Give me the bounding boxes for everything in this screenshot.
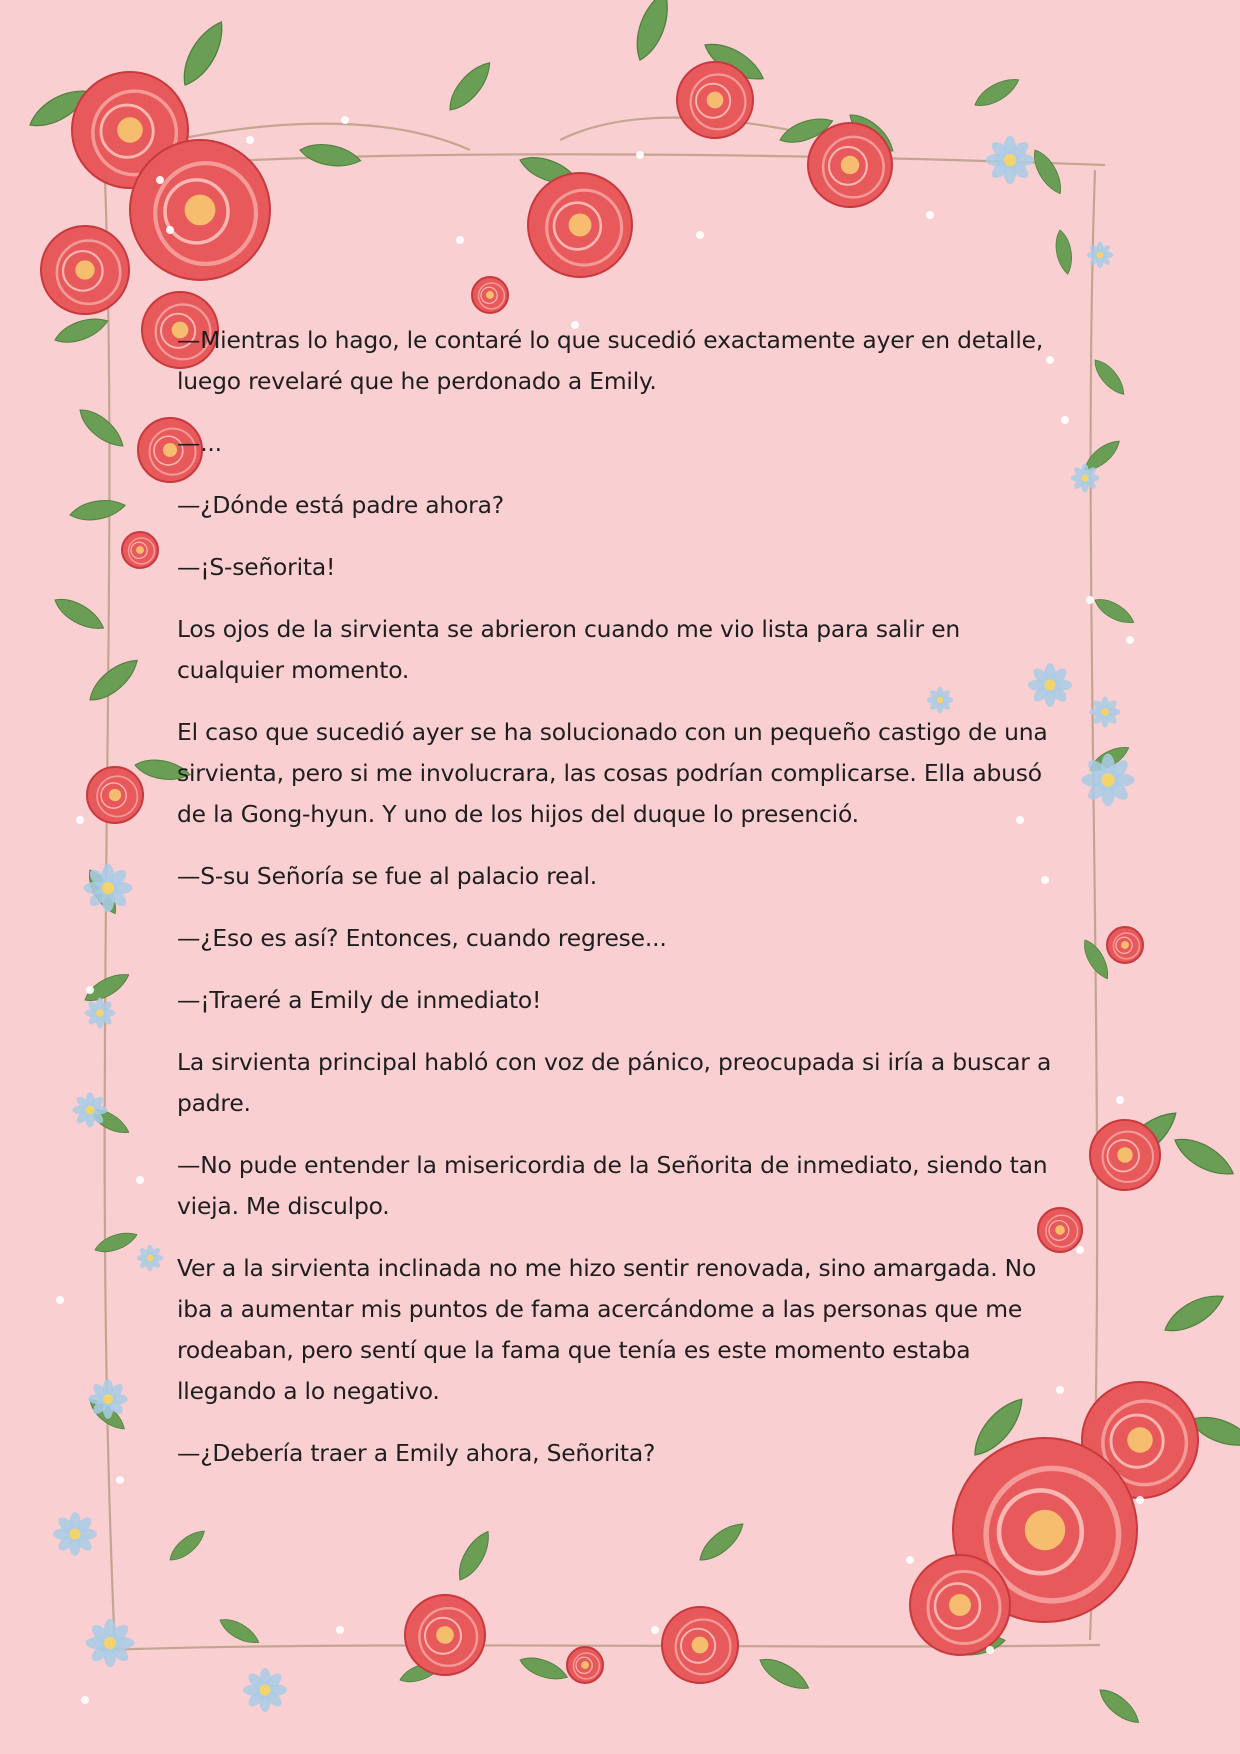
paragraph: —No pude entender la misericordia de la Señorita de inmediato, siendo tan vieja. Me disculpo.	[177, 1151, 1048, 1220]
sparkle-dot	[136, 1176, 144, 1184]
leaf	[442, 56, 497, 116]
daisy-flower	[86, 1619, 134, 1667]
sparkle-dot	[651, 1626, 659, 1634]
sparkle-dot	[336, 1626, 344, 1634]
rose-flower	[122, 532, 158, 568]
leaf	[452, 1527, 496, 1584]
daisy-flower	[85, 998, 116, 1029]
leaf	[1053, 229, 1075, 276]
leaf	[1028, 146, 1067, 198]
sparkle-dot	[636, 151, 644, 159]
sparkle-dot	[76, 816, 84, 824]
sparkle-dot	[926, 211, 934, 219]
leaf	[165, 1526, 209, 1566]
daisy-flower	[88, 1379, 128, 1419]
daisy-flower	[84, 864, 132, 912]
rose-flower	[567, 1647, 603, 1683]
rose-flower	[87, 767, 143, 823]
leaf	[93, 1228, 140, 1257]
leaf	[298, 140, 362, 170]
paragraph: —Mientras lo hago, le contaré lo que sucedió exactamente ayer en detalle, luego revelaré que he perdonado a Emily.	[177, 326, 1044, 395]
rose-flower	[528, 173, 632, 277]
daisy-flower	[1071, 464, 1100, 493]
daisy-flower	[1090, 697, 1121, 728]
leaf	[756, 1652, 813, 1696]
sparkle-dot	[86, 986, 94, 994]
daisy-flower	[53, 1512, 97, 1556]
leaf	[1089, 355, 1129, 399]
daisy-flower	[1082, 754, 1135, 807]
sparkle-dot	[341, 116, 349, 124]
vine-stem	[105, 180, 115, 1650]
leaf	[1170, 1131, 1239, 1183]
sparkle-dot	[1076, 1246, 1084, 1254]
paragraph: —¡Traeré a Emily de inmediato!	[177, 986, 542, 1014]
leaf	[694, 1517, 748, 1567]
paragraph: La sirvienta principal habló con voz de pánico, preocupada si iría a buscar a padre.	[177, 1048, 1052, 1117]
sparkle-dot	[1126, 636, 1134, 644]
leaf	[1091, 594, 1137, 629]
leaf	[1095, 1684, 1144, 1729]
daisy-flower	[986, 136, 1034, 184]
sparkle-dot	[1086, 596, 1094, 604]
sparkle-dot	[156, 176, 164, 184]
sparkle-dot	[1136, 1496, 1144, 1504]
vine-stem	[110, 154, 1105, 170]
rose-flower	[405, 1595, 485, 1675]
rose-flower	[808, 123, 892, 207]
rose-flower	[41, 226, 129, 314]
paragraph: Los ojos de la sirvienta se abrieron cuando me vio lista para salir en cualquier momento.	[177, 615, 961, 684]
sparkle-dot	[56, 1296, 64, 1304]
paragraph: —S-su Señoría se fue al palacio real.	[177, 862, 598, 890]
paragraph: —¡S-señorita!	[177, 553, 336, 581]
rose-flower	[130, 140, 270, 280]
leaf	[52, 312, 111, 348]
paragraph: El caso que sucedió ayer se ha solucionado con un pequeño castigo de una sirvienta, pero si me involucrara, las cosas podrían complicarse. Ella abusó de la Gong-hyun. Y uno de los hijos del duque lo presenció.	[177, 718, 1048, 828]
paragraph: —¿Dónde está padre ahora?	[177, 491, 504, 519]
sparkle-dot	[456, 236, 464, 244]
leaf	[84, 653, 144, 708]
daisy-flower	[243, 1668, 287, 1712]
sparkle-dot	[1116, 1096, 1124, 1104]
sparkle-dot	[986, 1646, 994, 1654]
paragraph: —¿Debería traer a Emily ahora, Señorita?	[177, 1439, 656, 1467]
rose-flower	[662, 1607, 738, 1683]
daisy-flower	[137, 1245, 163, 1271]
sparkle-dot	[696, 231, 704, 239]
sparkle-dot	[166, 226, 174, 234]
rose-flower	[1090, 1120, 1160, 1190]
leaf	[74, 403, 128, 453]
leaf	[68, 496, 126, 523]
paragraph: —...	[177, 429, 222, 457]
rose-flower	[1107, 927, 1143, 963]
leaf	[1160, 1287, 1229, 1339]
sparkle-dot	[906, 1556, 914, 1564]
rose-flower	[677, 62, 753, 138]
sparkle-dot	[246, 136, 254, 144]
leaf	[216, 1614, 262, 1649]
rose-flower	[910, 1555, 1010, 1655]
paragraph: Ver a la sirvienta inclinada no me hizo sentir renovada, sino amargada. No iba a aumentar mis puntos de fama acercándome a las personas que me rodeaban, pero sentí que la fama que tenía es este momento estaba llegando a lo negativo.	[177, 1254, 1037, 1405]
sparkle-dot	[81, 1696, 89, 1704]
leaf	[51, 592, 108, 636]
story-text	[177, 320, 1067, 1495]
rose-flower	[472, 277, 508, 313]
sparkle-dot	[116, 1476, 124, 1484]
daisy-flower	[72, 1092, 107, 1127]
leaf	[175, 16, 232, 91]
paragraph: —¿Eso es así? Entonces, cuando regrese...	[177, 924, 667, 952]
leaf	[629, 0, 676, 64]
daisy-flower	[1087, 242, 1113, 268]
leaf	[517, 1652, 570, 1684]
leaf	[971, 73, 1023, 112]
